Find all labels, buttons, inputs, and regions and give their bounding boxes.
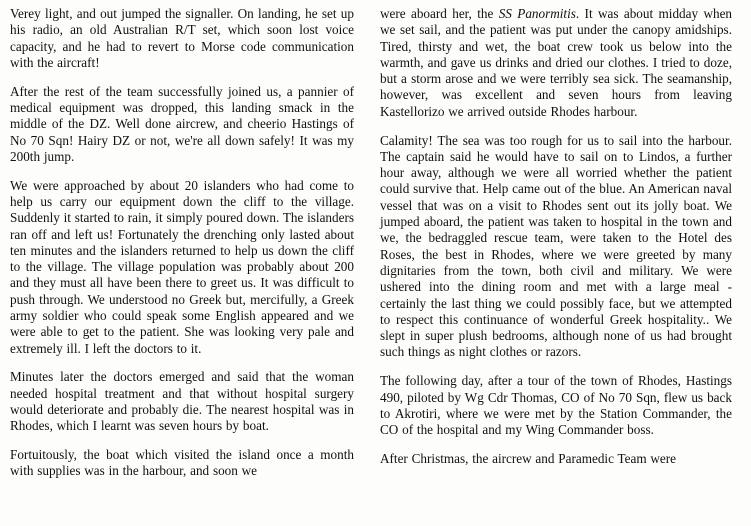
paragraph: Calamity! The sea was too rough for us to sail into the harbour. The captain said he would have to sail on to Lindos, a further hour away, although we were all worried whether the patient could survive that. Help came out of the blue. An American naval vessel that was on a visit to Rhodes sent out its jolly boat. We jumped aboard, the patient was taken to hospital in the town and we, the bedraggled rescue team, were taken to the Hotel des Roses, the best in Rhodes, where we were greeted by many dignitaries from the town, both civil and military. We were ushered into the dining room and met with a large meal - certainly the last thing we could possibly face, but we attempted to respect this continuance of wonderful Greek hospitality.. We slept in super plush bedrooms, although none of us had brought such things as night clothes or razors.	[380, 132, 732, 360]
paragraph: After the rest of the team successfully joined us, a pannier of medical equipment was dropped, this landing smack in the middle of the DZ. Well done aircrew, and cheerio Hastings of No 70 Sqn! Hairy DZ or not, we're all down safely! It was my 200th jump.	[10, 83, 354, 164]
paragraph: were aboard her, the SS Panormitis. It was about midday when we set sail, and the patient was put under the canopy amidships. Tired, thirsty and wet, the boat crew took us below into the warmth, and gave us drinks and dried our clothes. I tried to doze, but a storm arose and we were terribly sea sick. The seamanship, however, was excellent and seven hours from leaving Kastellorizo we arrived outside Rhodes harbour.	[380, 6, 733, 119]
two-column-layout	[10, 6, 741, 526]
paragraph: We were approached by about 20 islanders who had come to help us carry our equipment down the cliff to the village. Suddenly it started to rain, it simply poured down. The islanders ran off and left us! Fortunately the drenching only lasted about ten minutes and the islanders returned to help us down the cliff to the village. The village population was probably about 200 and they must all have been there to greet us. It was difficult to push through. We understood no Greek but, mercifully, a Greek army soldier who could speak some English appeared and we were able to get to the patient. She was looking very pale and extremely ill. I left the doctors to it.	[10, 177, 354, 356]
left-text-column	[10, 6, 354, 526]
paragraph: Minutes later the doctors emerged and said that the woman needed hospital treatment and that without hospital surgery would deteriorate and probably die. The nearest hospital was in Rhodes, which I learnt was seven hours by boat.	[10, 369, 354, 434]
paragraph: After Christmas, the aircrew and Paramedic Team were	[380, 450, 676, 466]
paragraph: The following day, after a tour of the town of Rhodes, Hastings 490, piloted by Wg Cdr Thomas, CO of No 70 Sqn, flew us back to Akrotiri, where we were met by the Station Commander, the CO of the hospital and my Wing Commander boss.	[380, 373, 732, 438]
paragraph: Verey light, and out jumped the signaller. On landing, he set up his radio, an old Australian R/T set, which soon lost voice capacity, and he had to revert to Morse code communication with the aircraft!	[10, 6, 354, 70]
right-text-column	[380, 6, 732, 526]
paragraph: Fortuitously, the boat which visited the island once a month with supplies was in the harbour, and soon we	[10, 447, 354, 479]
